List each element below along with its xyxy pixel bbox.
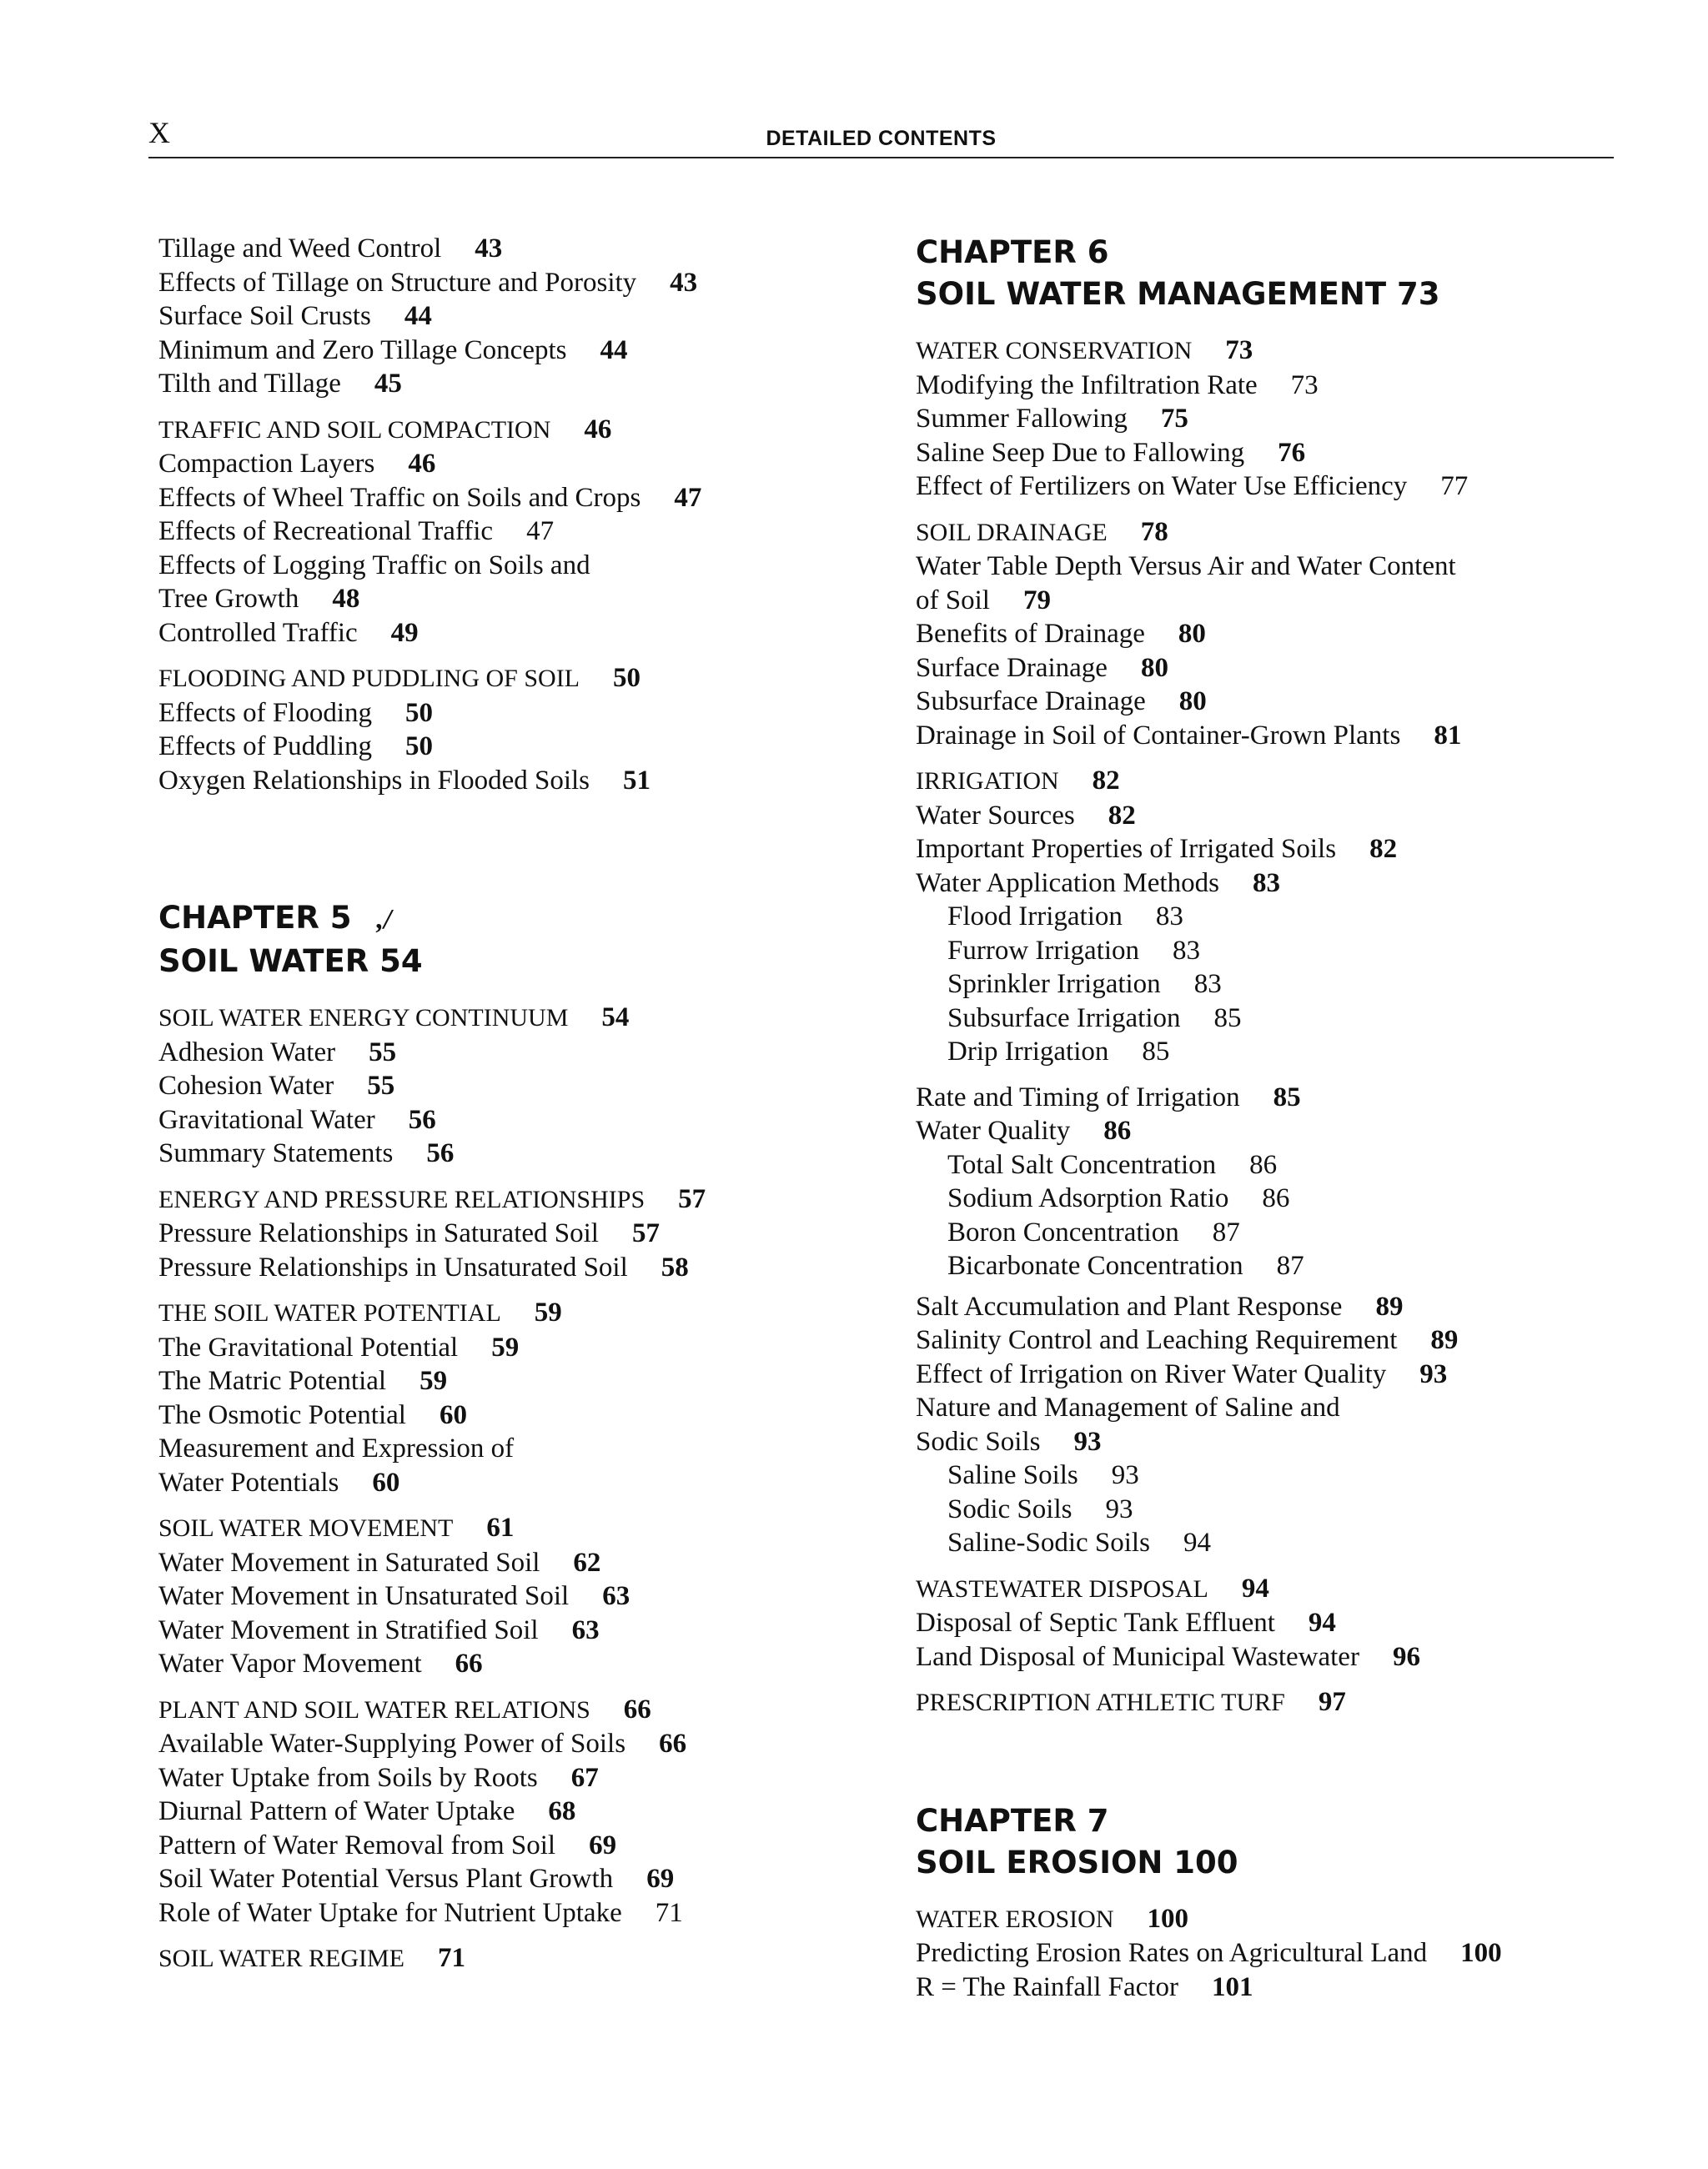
section-heading xyxy=(916,764,1633,799)
toc-entry-title: of Soil xyxy=(916,585,990,615)
toc-entry-page: 83 xyxy=(1193,969,1222,999)
right-column xyxy=(916,232,1633,2004)
section-heading xyxy=(158,1941,809,1976)
toc-entry-title: Water Movement in Unsaturated Soil xyxy=(158,1581,570,1611)
toc-entry xyxy=(916,1114,1633,1148)
section-heading-title: WASTEWATER DISPOSAL xyxy=(916,1574,1208,1603)
toc-entry xyxy=(158,1364,809,1398)
toc-entry-page: 85 xyxy=(1213,1002,1242,1033)
toc-entry xyxy=(158,549,809,583)
toc-entry-title: Tillage and Weed Control xyxy=(158,233,442,264)
section-heading-title: WATER CONSERVATION xyxy=(916,337,1193,364)
section-heading-page: 61 xyxy=(486,1513,515,1543)
section-heading-page: 73 xyxy=(1225,335,1253,365)
toc-entry-title: Disposal of Septic Tank Effluent xyxy=(916,1608,1275,1638)
toc-entry-title: Effects of Wheel Traffic on Soils and Crops xyxy=(158,482,641,513)
toc-entry-page: 80 xyxy=(1140,652,1168,683)
toc-entry-page: 43 xyxy=(670,267,698,298)
toc-entry-page: 69 xyxy=(646,1864,675,1894)
toc-entry-page: 68 xyxy=(548,1796,576,1826)
section-heading xyxy=(158,1001,809,1036)
section-heading xyxy=(158,1693,809,1728)
toc-entry-title: The Gravitational Potential xyxy=(158,1332,459,1363)
section-heading-page: 82 xyxy=(1092,766,1120,796)
toc-entry-title: Land Disposal of Municipal Wastewater xyxy=(916,1641,1359,1672)
toc-entry-page: 80 xyxy=(1178,686,1207,716)
saline-soils-entries xyxy=(916,1459,1633,1560)
toc-entry-page: 94 xyxy=(1183,1528,1211,1558)
toc-entry xyxy=(158,299,809,334)
toc-entry xyxy=(158,616,809,650)
chapter-5-heading xyxy=(158,897,809,982)
irrigation-methods xyxy=(916,900,1633,1069)
section-heading-page: 100 xyxy=(1147,1903,1188,1934)
toc-entry-page: 100 xyxy=(1460,1938,1502,1968)
toc-entry xyxy=(158,515,809,549)
wastewater-entries xyxy=(916,1606,1633,1674)
toc-entry-title: Oxygen Relationships in Flooded Soils xyxy=(158,765,590,796)
toc-entry-title: The Osmotic Potential xyxy=(158,1399,406,1430)
toc-entry xyxy=(916,1606,1633,1640)
toc-entry-title: Sodium Adsorption Ratio xyxy=(947,1183,1229,1213)
toc-entry xyxy=(916,1323,1633,1358)
section-heading-page: 50 xyxy=(613,663,641,693)
toc-entry xyxy=(916,1526,1633,1560)
toc-entry-page: 45 xyxy=(374,369,402,399)
chapter-6-heading xyxy=(916,232,1633,315)
toc-entry-page: 47 xyxy=(526,516,555,546)
toc-entry xyxy=(158,1761,809,1795)
section-heading-page: 78 xyxy=(1140,516,1168,547)
toc-entry xyxy=(916,719,1633,753)
toc-entry-title: Effect of Fertilizers on Water Use Efficiency xyxy=(916,471,1408,501)
toc-entry-title: Water Sources xyxy=(916,800,1075,831)
toc-entry-page: 44 xyxy=(404,301,432,331)
toc-entry-page: 62 xyxy=(573,1547,601,1578)
toc-entry xyxy=(916,1290,1633,1324)
toc-entry-page: 69 xyxy=(589,1830,617,1860)
toc-entry-page: 82 xyxy=(1369,834,1398,864)
section-heading xyxy=(916,334,1633,369)
toc-entry xyxy=(158,1647,809,1681)
toc-entry xyxy=(158,730,809,764)
toc-entry-title: Sprinkler Irrigation xyxy=(947,969,1161,999)
toc-entry-title: Pressure Relationships in Unsaturated Soil xyxy=(158,1252,628,1283)
section-heading-page: 57 xyxy=(678,1183,706,1214)
toc-entry-page: 83 xyxy=(1155,901,1183,931)
toc-entry xyxy=(158,1727,809,1761)
toc-entry xyxy=(158,1331,809,1365)
toc-entry-page: 86 xyxy=(1103,1116,1132,1146)
toc-entry-page: 96 xyxy=(1392,1641,1420,1672)
irrigation-entries-c xyxy=(916,1290,1633,1459)
toc-entry xyxy=(158,696,809,731)
chapter-label-text: CHAPTER 5 xyxy=(158,900,352,936)
toc-entry-page: 71 xyxy=(655,1897,683,1928)
toc-entry-page: 47 xyxy=(674,482,702,513)
toc-entry-page: 55 xyxy=(367,1071,395,1101)
section-heading-title: WATER EROSION xyxy=(916,1905,1114,1933)
toc-entry-title: Water Quality xyxy=(916,1116,1071,1146)
toc-entry-page: 89 xyxy=(1375,1291,1404,1322)
toc-entry-title: Flood Irrigation xyxy=(947,901,1123,931)
toc-entry xyxy=(916,685,1633,719)
water-conservation-entries xyxy=(916,369,1633,504)
section-heading-title: SOIL DRAINAGE xyxy=(916,518,1108,546)
toc-entry xyxy=(916,799,1633,833)
toc-entry-title: Controlled Traffic xyxy=(158,617,358,648)
toc-entry-title: Water Table Depth Versus Air and Water Content xyxy=(916,551,1456,581)
running-header-title: DETAILED CONTENTS xyxy=(766,127,997,150)
chapter-7-heading xyxy=(916,1800,1633,1884)
toc-entry-page: 49 xyxy=(390,617,419,648)
pre-entries xyxy=(158,232,809,401)
toc-entry-page: 101 xyxy=(1211,1971,1253,2002)
toc-entry-title: Adhesion Water xyxy=(158,1037,336,1067)
chapter-label xyxy=(158,897,809,941)
toc-entry-page: 60 xyxy=(372,1467,400,1498)
toc-entry-title: Furrow Irrigation xyxy=(947,935,1140,966)
section-heading xyxy=(158,1182,809,1218)
toc-entry xyxy=(916,436,1633,470)
toc-entry-page: 48 xyxy=(332,584,360,614)
section-heading xyxy=(916,1902,1633,1937)
traffic-entries xyxy=(158,447,809,650)
section-heading-page: 97 xyxy=(1318,1687,1346,1717)
toc-entry xyxy=(158,1103,809,1137)
toc-entry-page: 77 xyxy=(1440,471,1469,501)
section-heading-page: 71 xyxy=(438,1943,465,1973)
toc-entry-title: Gravitational Water xyxy=(158,1104,375,1135)
toc-entry-title: Surface Drainage xyxy=(916,652,1108,683)
water-quality-entries xyxy=(916,1148,1633,1283)
toc-entry-title: Diurnal Pattern of Water Uptake xyxy=(158,1796,515,1826)
toc-entry-title: Water Uptake from Soils by Roots xyxy=(158,1762,538,1793)
toc-entry-page: 55 xyxy=(369,1037,397,1067)
toc-entry-page: 93 xyxy=(1073,1426,1102,1457)
toc-entry-page: 67 xyxy=(570,1762,599,1793)
toc-entry-page: 63 xyxy=(571,1614,600,1645)
toc-entry-title: Water Movement in Saturated Soil xyxy=(158,1547,540,1578)
toc-entry-title: Effects of Puddling xyxy=(158,731,373,761)
toc-entry xyxy=(158,1614,809,1648)
toc-entry-page: 46 xyxy=(408,449,436,479)
toc-entry-title: Saline Soils xyxy=(947,1460,1078,1490)
page-header xyxy=(148,115,1614,158)
section-heading-title: TRAFFIC AND SOIL COMPACTION xyxy=(158,415,551,444)
toc-entry xyxy=(158,447,809,481)
toc-entry xyxy=(158,1466,809,1500)
toc-entry-title: The Matric Potential xyxy=(158,1366,387,1396)
toc-entry-title: Measurement and Expression of xyxy=(158,1433,515,1464)
toc-entry-title: Surface Soil Crusts xyxy=(158,301,371,331)
toc-entry-page: 66 xyxy=(659,1729,687,1759)
section-heading xyxy=(158,1296,809,1331)
toc-entry-page: 73 xyxy=(1290,369,1319,400)
toc-entry-title: Cohesion Water xyxy=(158,1071,334,1101)
toc-entry xyxy=(158,1217,809,1251)
toc-entry-title: Water Movement in Stratified Soil xyxy=(158,1614,539,1645)
toc-entry xyxy=(158,367,809,401)
toc-entry-page: 51 xyxy=(623,765,651,796)
toc-entry-title: Minimum and Zero Tillage Concepts xyxy=(158,334,567,365)
toc-entry xyxy=(916,1425,1633,1459)
water-erosion-entries xyxy=(916,1936,1633,2004)
toc-entry-title: Effect of Irrigation on River Water Quality xyxy=(916,1358,1387,1389)
section-heading xyxy=(158,1511,809,1546)
toc-entry-page: 60 xyxy=(439,1399,467,1430)
toc-entry-title: Soil Water Potential Versus Plant Growth xyxy=(158,1864,614,1894)
toc-entry-title: Effects of Flooding xyxy=(158,697,373,728)
toc-entry-page: 56 xyxy=(408,1104,436,1135)
section-heading xyxy=(916,515,1633,550)
toc-entry-page: 57 xyxy=(631,1218,660,1248)
toc-entry xyxy=(916,832,1633,866)
toc-entry xyxy=(916,584,1633,618)
toc-entry-title: Nature and Management of Saline and xyxy=(916,1393,1340,1423)
toc-entry xyxy=(916,1081,1633,1115)
toc-entry-title: Water Vapor Movement xyxy=(158,1649,422,1679)
toc-entry-page: 63 xyxy=(602,1581,630,1611)
toc-entry xyxy=(916,934,1633,968)
chapter-title: SOIL EROSION 100 xyxy=(916,1844,1238,1880)
chapter-title: SOIL WATER MANAGEMENT 73 xyxy=(916,276,1440,312)
section-heading-title: PRESCRIPTION ATHLETIC TURF xyxy=(916,1689,1285,1716)
toc-entry-page: 87 xyxy=(1212,1217,1240,1248)
toc-entry xyxy=(158,1829,809,1863)
section-heading-page: 66 xyxy=(623,1694,651,1725)
toc-entry-page: 58 xyxy=(661,1252,689,1283)
toc-entry-title: Effects of Recreational Traffic xyxy=(158,516,494,546)
toc-entry xyxy=(158,481,809,515)
toc-entry-title: Tilth and Tillage xyxy=(158,369,341,399)
toc-entry-page: 93 xyxy=(1419,1358,1448,1389)
toc-entry-page: 79 xyxy=(1022,585,1051,615)
toc-entry-title: Compaction Layers xyxy=(158,449,375,479)
toc-entry xyxy=(158,266,809,300)
irrigation-entries-b xyxy=(916,1081,1633,1148)
section-heading xyxy=(158,413,809,448)
toc-entry-title: Water Potentials xyxy=(158,1467,339,1498)
toc-entry xyxy=(916,1358,1633,1392)
toc-entry xyxy=(158,1546,809,1580)
section-heading xyxy=(158,661,809,696)
toc-entry-title: Pattern of Water Removal from Soil xyxy=(158,1830,556,1860)
toc-entry xyxy=(158,1579,809,1614)
toc-entry xyxy=(916,369,1633,403)
toc-entry xyxy=(158,334,809,368)
toc-entry-title: Subsurface Irrigation xyxy=(947,1002,1181,1033)
toc-entry-title: Summer Fallowing xyxy=(916,404,1128,434)
page-number-roman: X xyxy=(148,116,170,149)
toc-entry-page: 80 xyxy=(1178,619,1206,649)
toc-entry xyxy=(916,469,1633,504)
toc-entry xyxy=(916,1459,1633,1493)
toc-entry xyxy=(916,1971,1633,2005)
chapter-label: CHAPTER 6 xyxy=(916,234,1109,270)
toc-entry-title: Salt Accumulation and Plant Response xyxy=(916,1291,1343,1322)
toc-entry-page: 50 xyxy=(405,731,434,761)
toc-entry-page: 94 xyxy=(1308,1608,1336,1638)
toc-entry-page: 85 xyxy=(1142,1037,1170,1067)
toc-entry xyxy=(916,1391,1633,1425)
section-heading-page: 59 xyxy=(534,1298,562,1328)
chapter-title: SOIL WATER 54 xyxy=(158,943,423,979)
toc-entry-page: 85 xyxy=(1273,1082,1301,1112)
toc-entry-title: Effects of Logging Traffic on Soils and xyxy=(158,550,590,580)
toc-entry-page: 59 xyxy=(419,1366,448,1396)
section-heading-title: IRRIGATION xyxy=(916,767,1059,795)
toc-entry-title: Saline-Sodic Soils xyxy=(947,1528,1150,1558)
toc-entry xyxy=(916,967,1633,1002)
section-heading-title: ENERGY AND PRESSURE RELATIONSHIPS xyxy=(158,1185,646,1213)
soil-drainage-entries xyxy=(916,550,1633,752)
toc-entry xyxy=(158,1432,809,1466)
left-column xyxy=(158,232,809,1976)
toc-entry-page: 93 xyxy=(1105,1494,1133,1524)
toc-entry-title: R = The Rainfall Factor xyxy=(916,1971,1178,2002)
toc-entry xyxy=(916,1936,1633,1971)
toc-entry-page: 86 xyxy=(1249,1149,1278,1180)
toc-entry xyxy=(916,1035,1633,1069)
chapter-5-sections xyxy=(158,1001,809,1976)
section-heading-title: PLANT AND SOIL WATER RELATIONS xyxy=(158,1695,590,1724)
toc-entry-title: Modifying the Infiltration Rate xyxy=(916,369,1258,400)
toc-entry xyxy=(916,866,1633,901)
toc-entry-page: 89 xyxy=(1430,1325,1459,1355)
section-heading-title: SOIL WATER ENERGY CONTINUUM xyxy=(158,1004,569,1032)
toc-entry xyxy=(916,617,1633,651)
toc-entry-title: Total Salt Concentration xyxy=(947,1149,1217,1180)
section-heading xyxy=(916,1685,1633,1720)
toc-entry-title: Sodic Soils xyxy=(916,1426,1041,1457)
section-heading-title: SOIL WATER MOVEMENT xyxy=(158,1514,454,1542)
toc-entry xyxy=(916,1148,1633,1182)
toc-entry-title: Salinity Control and Leaching Requirement xyxy=(916,1325,1398,1355)
toc-entry xyxy=(158,1398,809,1433)
toc-entry-page: 66 xyxy=(455,1649,483,1679)
section-heading-title: FLOODING AND PUDDLING OF SOIL xyxy=(158,665,580,692)
toc-entry-page: 56 xyxy=(426,1138,455,1168)
toc-entry xyxy=(916,651,1633,685)
toc-entry-title: Saline Seep Due to Fallowing xyxy=(916,437,1245,468)
toc-entry-page: 75 xyxy=(1160,404,1188,434)
toc-entry-title: Water Application Methods xyxy=(916,867,1219,898)
toc-entry-title: Tree Growth xyxy=(158,584,299,614)
toc-entry-title: Drainage in Soil of Container-Grown Plants xyxy=(916,720,1401,751)
toc-entry-page: 44 xyxy=(600,334,628,365)
toc-entry xyxy=(916,550,1633,584)
toc-entry-page: 82 xyxy=(1108,800,1136,831)
section-heading-page: 94 xyxy=(1241,1573,1269,1604)
toc-entry xyxy=(158,1795,809,1829)
toc-entry-title: Bicarbonate Concentration xyxy=(947,1251,1243,1281)
toc-entry-title: Boron Concentration xyxy=(947,1217,1179,1248)
toc-entry-page: 43 xyxy=(475,233,503,264)
toc-entry-title: Summary Statements xyxy=(158,1138,394,1168)
toc-entry-page: 93 xyxy=(1111,1460,1139,1490)
toc-entry-page: 59 xyxy=(491,1332,520,1363)
toc-entry-page: 83 xyxy=(1252,867,1280,898)
toc-entry xyxy=(916,402,1633,436)
section-heading-page: 54 xyxy=(601,1002,630,1032)
toc-entry-title: Pressure Relationships in Saturated Soil xyxy=(158,1218,599,1248)
toc-entry-title: Predicting Erosion Rates on Agricultural Land xyxy=(916,1938,1428,1968)
toc-entry-title: Important Properties of Irrigated Soils xyxy=(916,834,1337,864)
toc-entry-page: 86 xyxy=(1262,1183,1290,1213)
toc-entry xyxy=(158,232,809,266)
toc-entry-title: Sodic Soils xyxy=(947,1494,1073,1524)
toc-entry xyxy=(916,1182,1633,1216)
toc-entry xyxy=(916,1493,1633,1527)
section-heading-page: 46 xyxy=(584,414,612,444)
toc-entry xyxy=(158,1896,809,1931)
toc-entry xyxy=(158,1862,809,1896)
toc-entry-title: Available Water-Supplying Power of Soils xyxy=(158,1729,626,1759)
toc-entry-title: Rate and Timing of Irrigation xyxy=(916,1082,1240,1112)
toc-entry xyxy=(916,1249,1633,1283)
toc-entry-title: Benefits of Drainage xyxy=(916,619,1145,649)
toc-entry-title: Drip Irrigation xyxy=(947,1037,1109,1067)
toc-entry-page: 50 xyxy=(405,697,434,728)
toc-entry xyxy=(916,1002,1633,1036)
toc-entry xyxy=(158,1036,809,1070)
toc-entry xyxy=(158,764,809,798)
toc-entry xyxy=(158,1069,809,1103)
section-heading-title: THE SOIL WATER POTENTIAL xyxy=(158,1299,501,1327)
flooding-entries xyxy=(158,696,809,798)
section-heading-title: SOIL WATER REGIME xyxy=(158,1945,404,1972)
chapter-label: CHAPTER 7 xyxy=(916,1802,1109,1839)
toc-entry xyxy=(158,1251,809,1285)
toc-entry xyxy=(916,900,1633,934)
toc-entry xyxy=(916,1640,1633,1674)
toc-entry-page: 83 xyxy=(1173,935,1201,966)
toc-entry-title: Subsurface Drainage xyxy=(916,686,1146,716)
irrigation-entries-a xyxy=(916,799,1633,901)
toc-entry xyxy=(158,582,809,616)
toc-entry-title: Role of Water Uptake for Nutrient Uptake xyxy=(158,1897,622,1928)
toc-entry xyxy=(158,1137,809,1171)
section-heading xyxy=(916,1572,1633,1607)
toc-entry-page: 81 xyxy=(1434,720,1462,751)
toc-entry-page: 87 xyxy=(1276,1251,1304,1281)
toc-entry xyxy=(916,1216,1633,1250)
toc-entry-title: Effects of Tillage on Structure and Porosity xyxy=(158,267,637,298)
handwritten-mark: ,/ xyxy=(376,904,392,935)
toc-entry-page: 76 xyxy=(1278,437,1306,468)
